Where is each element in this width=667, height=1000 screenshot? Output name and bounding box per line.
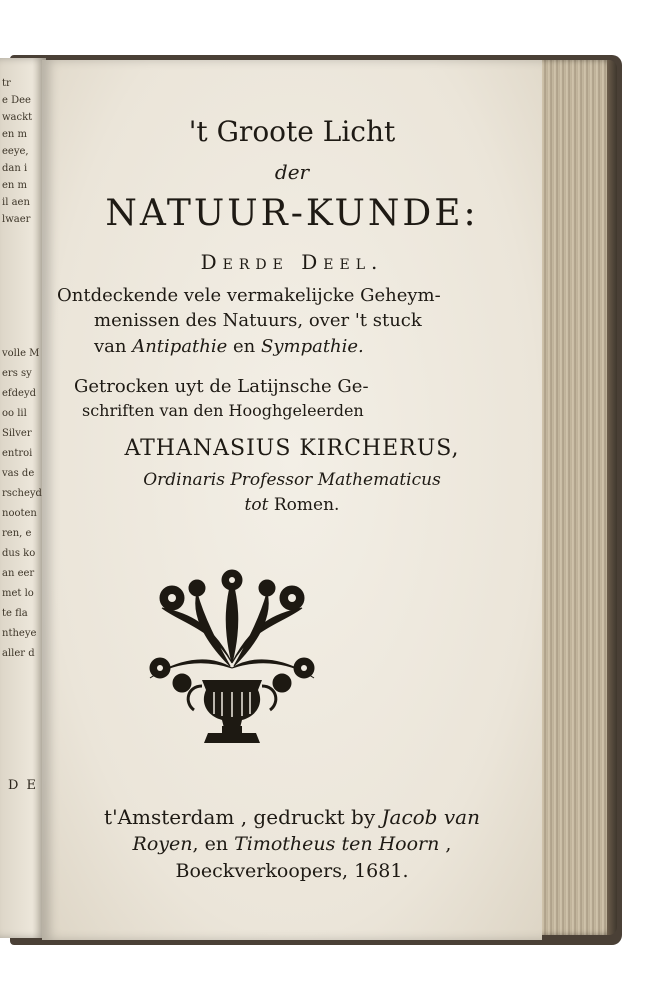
cover-edge [607,60,617,935]
imprint-line-2-d: , [439,833,452,855]
description-line-2: menissen des Natuurs, over 't stuck [94,310,422,331]
left-page-line: te fla [2,608,28,619]
description-line-3-c: en [227,336,261,357]
left-page-line: wackt [2,112,33,123]
title-line-2: der [274,160,310,184]
left-page-line: ers sy [2,368,32,379]
left-page-line: en m [2,180,28,191]
imprint-line-1-a: t'Amsterdam , gedruckt by [104,805,382,829]
author-role-2 [42,495,542,515]
left-page-line: volle M [2,348,40,359]
part-title: Derde Deel. [200,250,384,274]
author-role-2-a: tot [244,495,274,515]
description-antipathie: Antipathie [132,336,228,357]
left-page-line: nooten [2,508,37,519]
author-role-1: Ordinaris Professor Mathematicus [143,470,441,490]
left-page-line: dus ko [2,548,36,559]
left-page-line: efdeyd [2,388,36,399]
imprint-line-1-b: Jacob van [381,805,480,829]
description-line-3-a: van [94,336,133,357]
left-page-line: oo lil [2,408,27,419]
left-page-line: eeye, [2,146,29,157]
description-line-3 [94,336,564,357]
left-page-line: Silver [2,428,32,439]
page-stack [535,60,615,935]
imprint-line-1 [42,805,542,829]
left-page-line: rscheyd [2,488,42,499]
source-line-1: Getrocken uyt de Latijnsche Ge- [74,376,369,397]
author-role-2-b: Romen. [273,495,340,515]
imprint-line-2-c: Timotheus ten Hoorn [234,833,440,855]
left-page-line: lwaer [2,214,31,225]
left-page-line: entroi [2,448,33,459]
left-page-line: ntheye [2,628,37,639]
imprint-line-3: Boeckverkoopers, 1681. [175,860,409,882]
left-page-line: il aen [2,197,30,208]
description-sympathie: Sympathie. [261,336,364,357]
source-line-2: schriften van den Hooghgeleerden [82,401,364,420]
left-page-line: ren, e [2,528,32,539]
left-page-line: en m [2,129,28,140]
description-line-1: Ontdeckende vele vermakelijcke Geheym- [57,285,441,306]
left-page-signature: D E [8,778,39,793]
left-page-line: an eer [2,568,35,579]
left-page-line: dan i [2,163,28,174]
left-page-line: vas de [2,468,35,479]
imprint-line-2 [42,833,542,855]
imprint-line-2-b: , en [192,833,235,855]
main-title: NATUUR-KUNDE: [105,193,479,234]
left-facing-page [0,58,46,938]
imprint-line-2-a: Royen [132,833,193,855]
left-page-line: met lo [2,588,34,599]
left-page-line: tr [2,78,11,89]
title-page [42,60,542,940]
left-page-line: aller d [2,648,35,659]
left-page-line: e Dee [2,95,31,106]
flower-vase-woodcut-icon [142,568,322,748]
author-name: ATHANASIUS KIRCHERUS, [124,436,460,461]
title-line-1: 't Groote Licht [188,115,396,148]
